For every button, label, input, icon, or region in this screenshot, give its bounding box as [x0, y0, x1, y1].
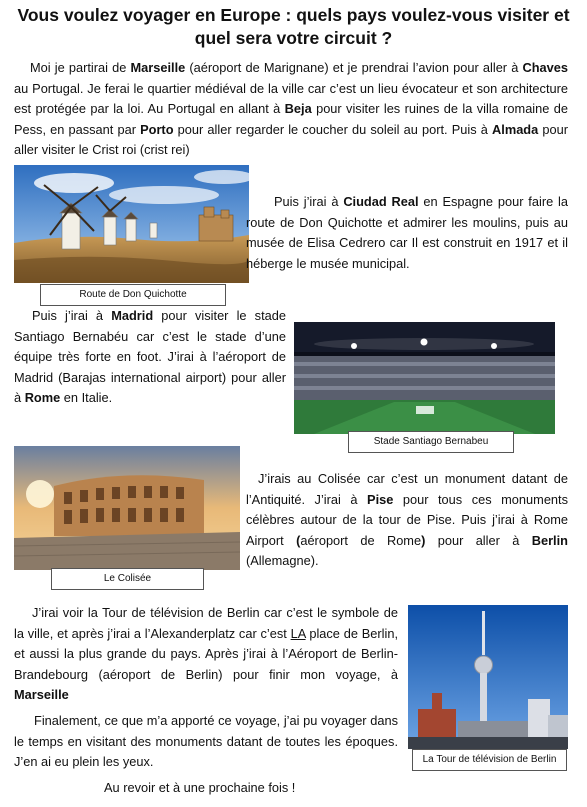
- p4-run: ): [421, 532, 426, 548]
- p2-run: en Espagne pour faire la route de Don Quichotte et admirer les moulins, puis au musée de Elisa Cedrero car Il est construit en 1917 et il héberge le musée municipal.: [246, 194, 569, 271]
- p3-run: en Italie.: [60, 390, 113, 406]
- p4-run: (Allemagne).: [246, 553, 319, 569]
- p1-run: Porto: [140, 121, 174, 137]
- p1-run: Beja: [284, 101, 312, 117]
- p3-run: pour visiter le stade Santiago Bernabéu car c’est le stade d’une équipe très forte en foot. J’irai à l’aéroport de Madrid (Barajas international airport) pour aller à: [14, 308, 286, 406]
- p1-run: Almada: [492, 121, 539, 137]
- p4-run: Berlin: [531, 532, 568, 548]
- p3-run: Rome: [24, 390, 61, 406]
- p4-run: pour tous ces monuments célèbres autour de la tour de Pise. Puis j’irai à Rome Airport: [246, 491, 569, 548]
- p1-run: Marseille: [130, 60, 186, 75]
- caption-colisee: Le Colisée: [51, 568, 204, 590]
- p4-run: pour aller à: [425, 532, 532, 548]
- windmills-image: [14, 165, 249, 283]
- p3-run: Puis j’irai à: [32, 308, 112, 323]
- caption-berlin-tower: La Tour de télévision de Berlin: [412, 749, 567, 771]
- p5-run: J’irai voir la Tour de télévision de Berlin car c’est le symbole de la ville, et après j’irai a l’Alexanderplatz car c’est: [14, 605, 398, 641]
- p1-run: pour visiter les ruines de la villa romaine de Pess, en passant par: [14, 101, 568, 137]
- p6-run: Finalement, ce que m’a apporté ce voyage, j’ai pu voyager dans le temps en visitant des monuments datant de toutes les époques. J’en ai eu plein les yeux.: [14, 713, 398, 770]
- paragraph-italie: [246, 469, 568, 572]
- paragraph-berlin: [14, 603, 398, 706]
- p1-run: Moi je partirai de: [30, 60, 131, 75]
- p4-run: (: [296, 532, 301, 548]
- p1-run: au Portugal. Je ferai le quartier médiéval de la ville car c’est un lieu évocateur et son architecture est protégée par la loi. Au Portugal en allant à: [14, 80, 568, 117]
- p1-run: pour aller regarder le coucher du soleil au port. Puis à: [173, 121, 493, 137]
- paragraph-portugal: [14, 58, 568, 161]
- p1-run: pour aller visiter le Crist roi (crist rei): [14, 121, 568, 158]
- p2-run: Ciudad Real: [343, 194, 419, 209]
- paragraph-espagne: [246, 192, 568, 274]
- paragraph-madrid: [14, 306, 286, 409]
- caption-don-quichotte: Route de Don Quichotte: [40, 284, 226, 306]
- p3-run: Madrid: [111, 308, 154, 323]
- page-title: Vous voulez voyager en Europe : quels pays voulez-vous visiter et quel sera votre circuit ?: [17, 5, 570, 48]
- p1-run: Chaves: [522, 60, 568, 75]
- p5-run: Marseille: [14, 687, 69, 703]
- p2-run: Puis j’irai à: [274, 194, 344, 209]
- berlin-tower-image: [408, 605, 568, 749]
- stadium-image: [294, 322, 555, 434]
- caption-bernabeu: Stade Santiago Bernabeu: [348, 431, 514, 453]
- p4-run: Pise: [367, 491, 394, 507]
- p5-run: place de Berlin, et aussi la plus grande du pays. Après j’irai à l’Aéroport de Berlin-Brandebourg (aéroport de Berlin) pour finir mon voyage, à: [14, 625, 398, 682]
- p1-run: (aéroport de Marignane) et je prendrai l’avion pour aller à: [185, 60, 523, 75]
- p4-run: J’irais au Colisée car c’est un monument datant de l’Antiquité. J’irai à: [246, 471, 568, 507]
- closing-line: Au revoir et à une prochaine fois !: [104, 780, 296, 795]
- paragraph-conclusion: [14, 711, 398, 773]
- colosseum-image: [14, 446, 240, 570]
- p4-run: aéroport de Rome: [300, 532, 422, 548]
- p5-run: LA: [290, 625, 306, 641]
